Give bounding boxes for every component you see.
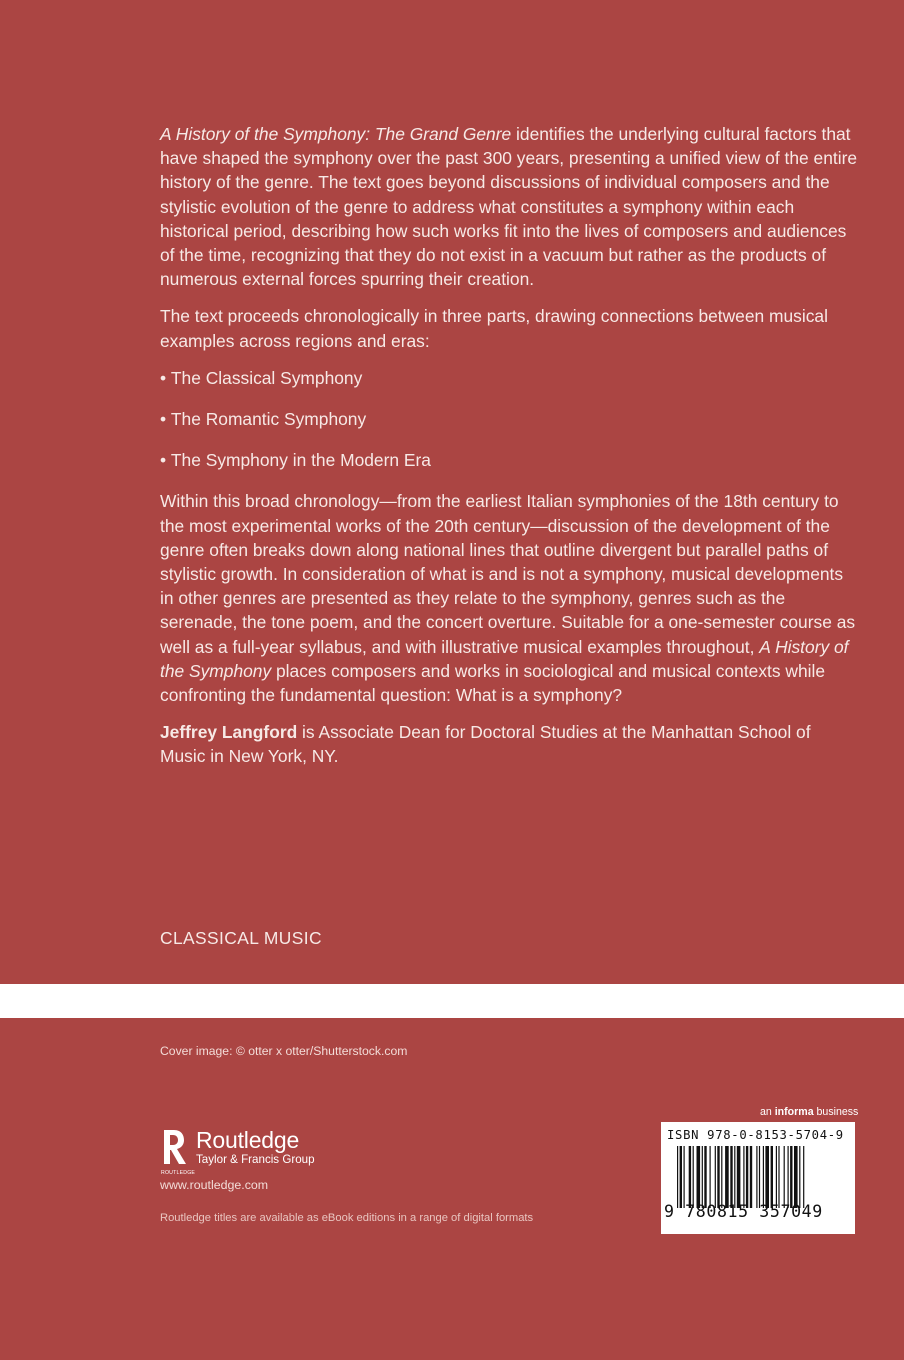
informa-brand: informa xyxy=(774,1106,814,1118)
barcode-bar xyxy=(784,1146,785,1208)
blurb-paragraph-3 xyxy=(160,489,860,707)
barcode-bar xyxy=(697,1146,701,1208)
barcode-bar xyxy=(776,1146,777,1208)
barcode-bar xyxy=(778,1146,779,1208)
barcode-bar xyxy=(710,1146,711,1208)
publisher-name: Routledge xyxy=(196,1127,300,1153)
barcode-bar xyxy=(689,1146,691,1208)
author-bio-text: is Associate Dean for Doctoral Studies at the Manhattan School of Music in New York, NY. xyxy=(160,722,811,767)
barcode-bar xyxy=(734,1146,735,1208)
barcode-digits: 9 780815 357049 xyxy=(664,1202,823,1221)
barcode-bar xyxy=(715,1146,716,1208)
barcode-bar xyxy=(721,1146,722,1208)
barcode-bar xyxy=(725,1146,729,1208)
barcode-bar xyxy=(737,1146,741,1208)
publisher-logo xyxy=(160,1128,315,1176)
barcode-bar xyxy=(680,1146,682,1208)
blurb-paragraph-1-text: identifies the underlying cultural factors that have shaped the symphony over the past 300 years, presenting a unified view of the entire history of the genre. The text goes beyond discussions of individual composers and the stylistic evolution of the genre to address what constitutes a symphony within each historical period, describing how such works fit into the lives of composers and audiences of the time, recognizing that they do not exist in a vacuum but rather as the products of numerous external forces spurring their creation. xyxy=(160,124,858,290)
barcode-bar xyxy=(677,1146,678,1208)
barcode-bar xyxy=(756,1146,757,1208)
informa-prefix: an xyxy=(760,1106,775,1118)
publisher-website: www.routledge.com xyxy=(160,1178,269,1192)
barcode-bar xyxy=(759,1146,760,1208)
publisher-group: Taylor & Francis Group xyxy=(196,1153,315,1166)
isbn-barcode xyxy=(661,1122,855,1234)
list-item: • The Classical Symphony xyxy=(160,366,860,390)
author-bio xyxy=(160,720,860,768)
list-item: • The Romantic Symphony xyxy=(160,407,860,431)
author-name: Jeffrey Langford xyxy=(160,722,298,743)
barcode-bar xyxy=(771,1146,773,1208)
book-title-italic: A History of the Symphony: The Grand Genre xyxy=(160,124,512,144)
informa-business-tag xyxy=(760,1106,858,1118)
barcode-bar xyxy=(702,1146,703,1208)
barcode-bar xyxy=(763,1146,764,1208)
barcode-bar xyxy=(743,1146,744,1208)
barcode-bar xyxy=(765,1146,769,1208)
list-item: • The Symphony in the Modern Era xyxy=(160,448,860,472)
informa-suffix: business xyxy=(813,1106,859,1118)
blurb-text xyxy=(160,122,860,782)
barcode-bar xyxy=(684,1146,685,1208)
barcode-bar xyxy=(746,1146,748,1208)
white-divider-band xyxy=(0,984,904,1018)
barcode-bars xyxy=(677,1146,849,1208)
back-cover-lower xyxy=(0,1018,904,1360)
barcode-bar xyxy=(794,1146,798,1208)
barcode-bar xyxy=(717,1146,719,1208)
cover-credit: Cover image: © otter x otter/Shutterstock.com xyxy=(160,1044,408,1058)
parts-list xyxy=(160,366,860,473)
barcode-bar xyxy=(790,1146,792,1208)
blurb-paragraph-3-start: Within this broad chronology—from the earliest Italian symphonies of the 18th century to the most experimental works of the 20th century—discussion of the development of the genre often breaks down along national lines that outline divergent but parallel paths of stylistic growth. In consideration of what is and is not a symphony, musical developments in other genres are presented as they relate to the symphony, genres such as the serenade, the tone poem, and the concert overture. Suitable for a one-semester course as well as a full-year syllabus, and with illustrative musical examples throughout, xyxy=(160,491,856,657)
routledge-logo-icon xyxy=(160,1128,196,1176)
category-label: CLASSICAL MUSIC xyxy=(160,928,322,948)
logo-mark-text: ROUTLEDGE xyxy=(161,1170,196,1176)
blurb-paragraph-1 xyxy=(160,122,860,291)
blurb-paragraph-3-end: places composers and works in sociological and musical contexts while confronting the fundamental question: What is a symphony? xyxy=(160,660,826,706)
barcode-bar xyxy=(799,1146,800,1208)
barcode-bar xyxy=(803,1146,804,1208)
barcode-bar xyxy=(730,1146,732,1208)
book-title-italic: A History of the Symphony xyxy=(160,636,849,681)
barcode-bar xyxy=(704,1146,706,1208)
blurb-paragraph-2: The text proceeds chronologically in three parts, drawing connections between musical examples across regions and eras: xyxy=(160,306,828,351)
barcode-bar xyxy=(750,1146,752,1208)
barcode-bar xyxy=(693,1146,694,1208)
ebook-note: Routledge titles are available as eBook editions in a range of digital formats xyxy=(160,1212,534,1224)
barcode-bar xyxy=(788,1146,789,1208)
isbn-label: ISBN 978-0-8153-5704-9 xyxy=(667,1128,844,1142)
